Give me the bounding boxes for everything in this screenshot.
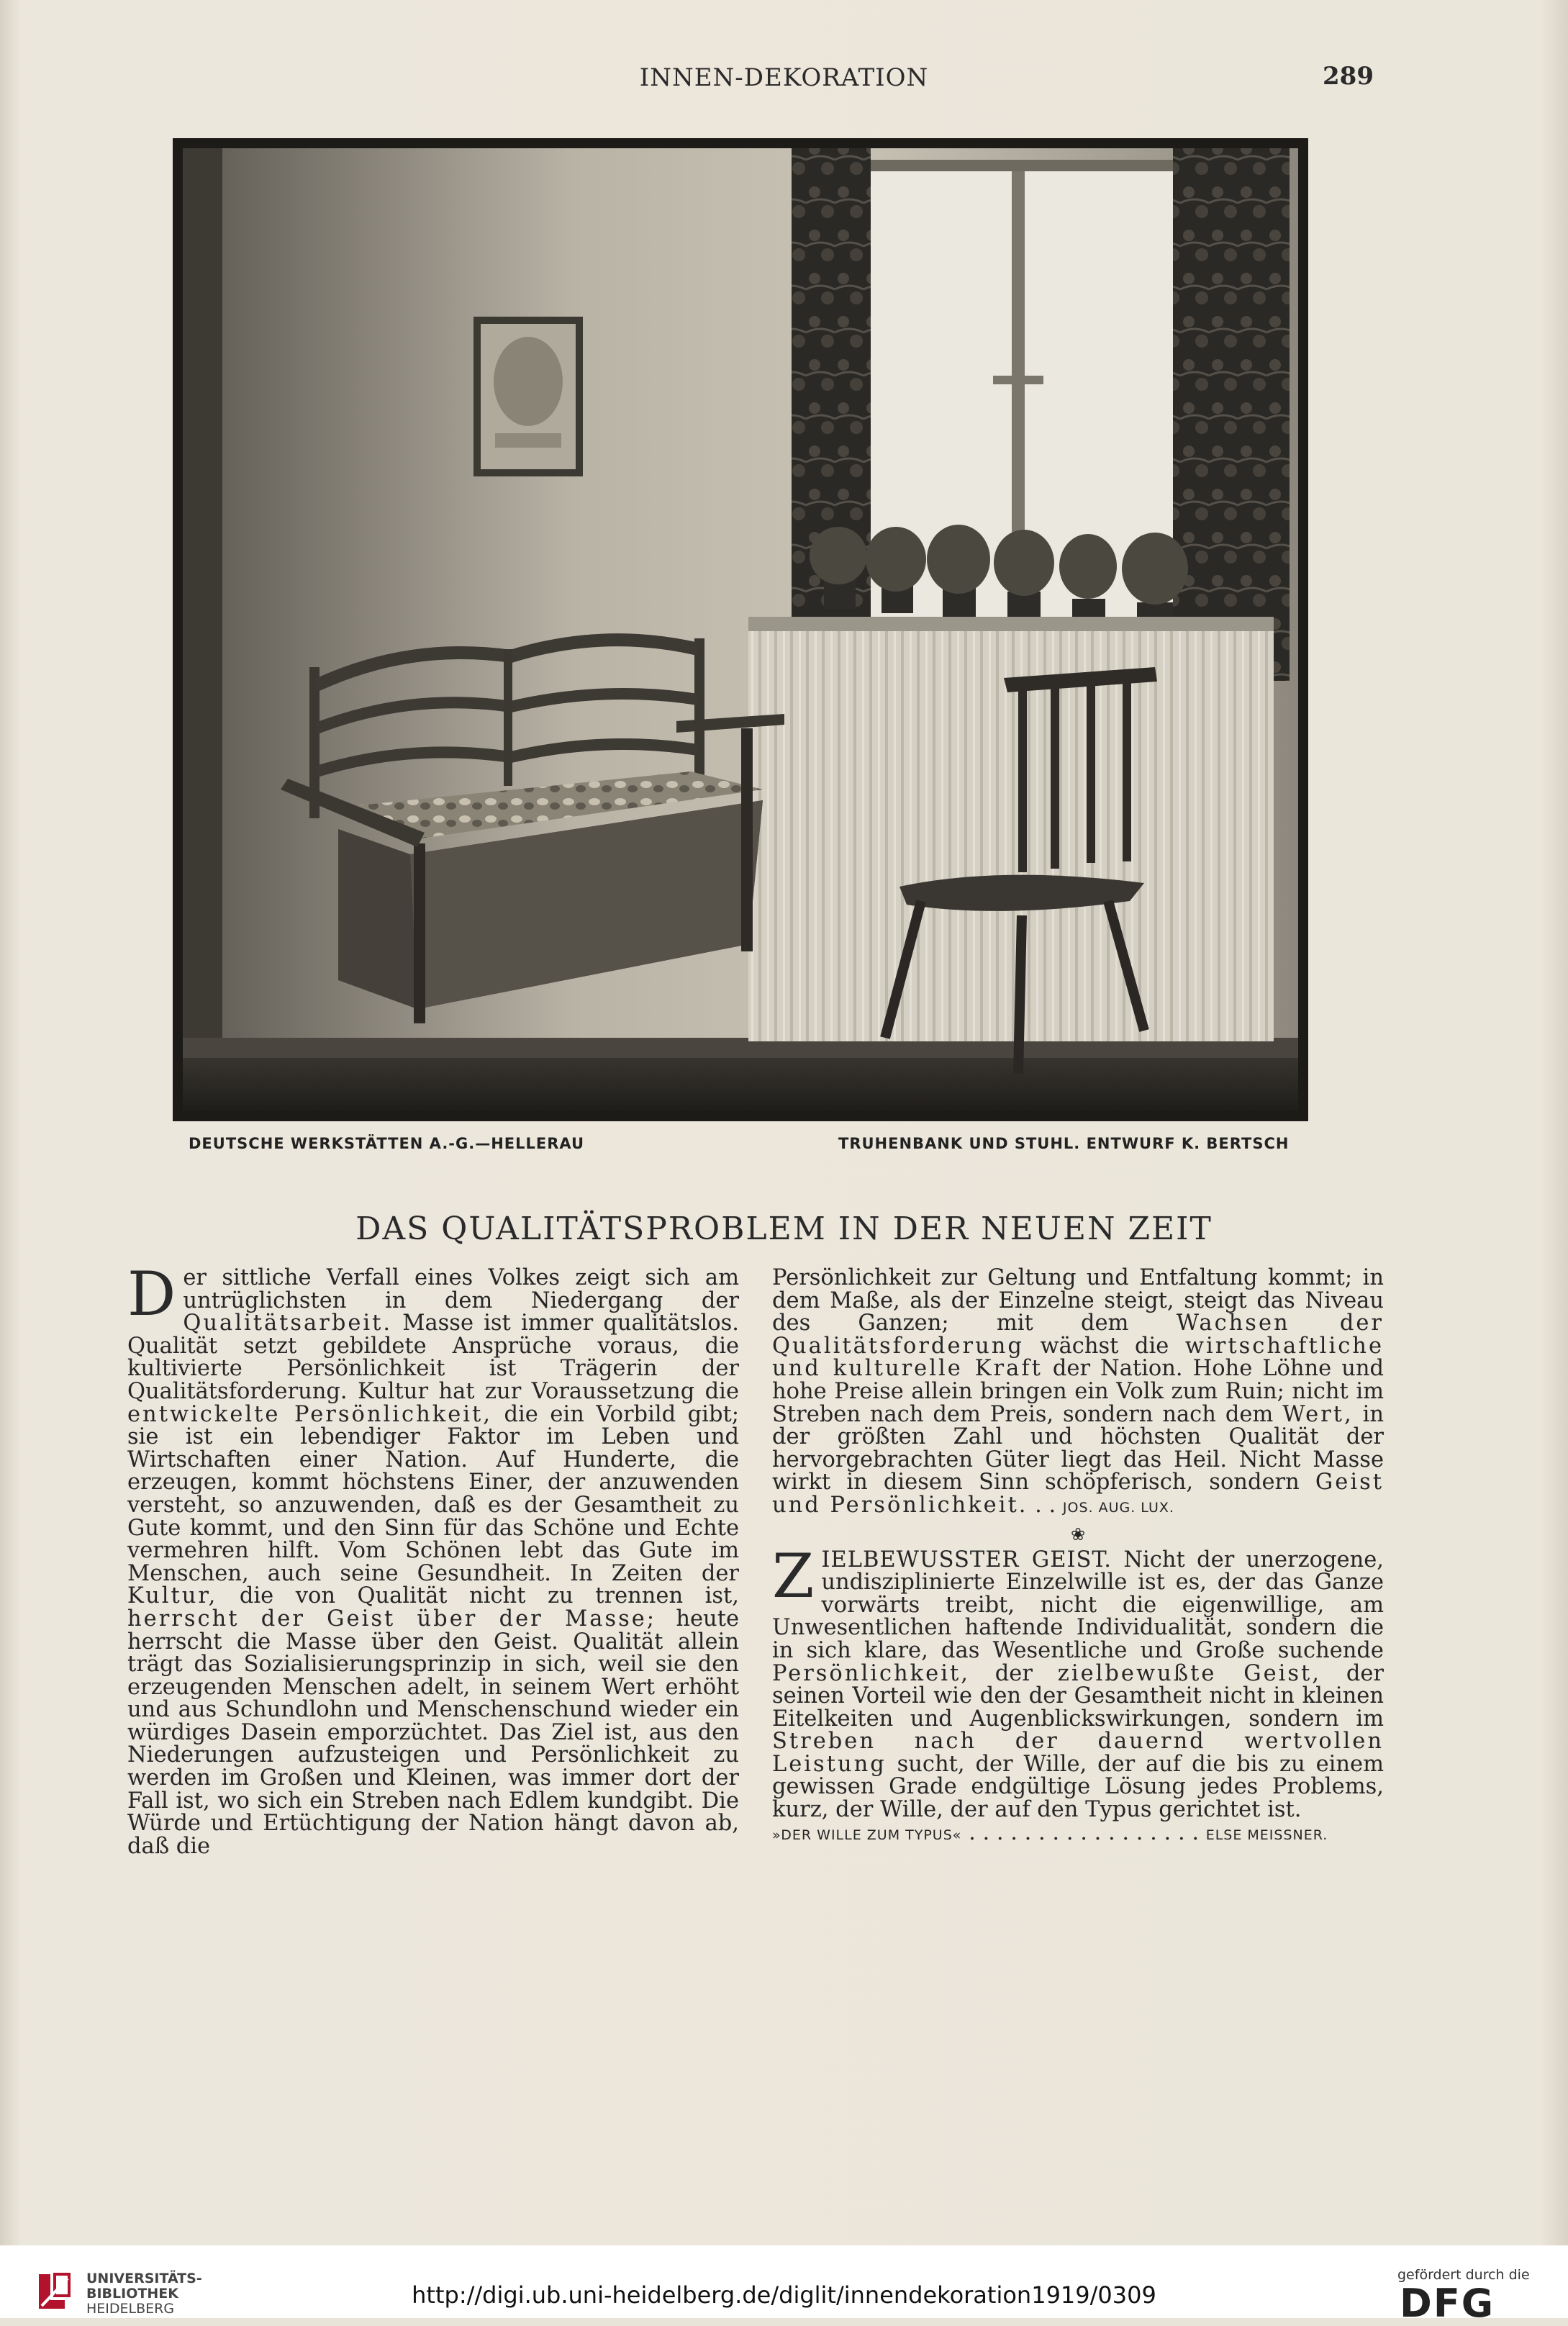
paragraph-zielbewusster-geist [772,1540,1384,1847]
drop-cap: D [127,1259,176,1329]
text-run: er sittliche Verfall eines Volkes zeigt sich am untrüglichsten in dem Niedergang der [183,1265,739,1313]
text-run: die ein Vorbild gibt; sie ist ein lebendiger Faktor im Leben und Wirtschaften einer Nation. Auf Hunderte, die erzeugen, kommt höchstens Einer, der anzuwenden versteht, so anzuwenden, daß es der Gesamtheit zu Gute kommt, und den Sinn für das Schöne und Echte vermehren hilft. Vom Schönen lebt das Gute im Menschen, auch seine Gesundheit. In Zeiten der [127,1401,739,1586]
paragraph-qualitaet [127,1259,739,1859]
text-run: Persönlichkeit zur Geltung und Entfaltung kommt; in dem Maße, als der Einzelne steigt, steigt das Niveau des Ganzen; mit dem [772,1265,1384,1336]
section-heading: IELBEWUSSTER GEIST. [821,1547,1112,1572]
text-run: in der größten Zahl und höchsten Qualität der hervorgebrachten Güter liegt das Heil. Nicht Masse wirkt in diesem Sinn schöpferisch, sondern [772,1401,1385,1495]
text-run: Nicht der unerzogene, undisziplinierte Einzelwille ist es, der das Ganze vorwärts treibt, nicht die eigenwillige, am Unwesentlichen haftende Individualität, sondern die in sich klare, das Wesentliche und Große suchende [772,1547,1384,1663]
emphasis-run: Kultur, [127,1583,218,1609]
right-column [772,1267,1384,1847]
author-signature: ELSE MEISSNER. [1205,1827,1328,1843]
emphasis-run: Geist und Persönlichkeit. [772,1470,1384,1518]
figure-caption-right: TRUHENBANK UND STUHL. ENTWURF K. BERTSCH [838,1135,1290,1152]
emphasis-run: Qualitätsarbeit. [183,1311,393,1336]
text-run: der Nation. Hohe Löhne und hohe Preise allein bringen ein Volk zum Ruin; nicht im Streben nach dem Preis, sondern nach dem [772,1356,1385,1427]
running-title: INNEN-DEKORATION [639,63,929,92]
text-run: . . [1028,1492,1063,1518]
leader-dots: . . . . . . . . . . . . . . . . . [961,1819,1206,1845]
source-title: »DER WILLE ZUM TYPUS« [772,1827,962,1843]
text-run: wächst die [1023,1333,1185,1359]
author-signature: JOS. AUG. LUX. [1062,1499,1174,1516]
text-run: sucht, der Wille, der auf die bis zu einem gewissen Grade endgültige Lösung jedes Problems, kurz, der Wille, der auf den Typus gerichtet ist. [772,1751,1384,1823]
library-name-line: HEIDELBERG [86,2301,175,2317]
paragraph-persoenlichkeit [772,1267,1384,1520]
emphasis-run: herrscht der Geist über der Masse; [127,1606,657,1632]
emphasis-run: Streben nach der dauernd wertvollen Leistung [772,1729,1384,1777]
emphasis-run: Wachsen der Qualitätsforderung [772,1311,1384,1359]
left-column [127,1259,739,1859]
section-ornament: ❀ [1070,1524,1086,1544]
text-run: der seinen Vorteil wie den der Gesamtheit nicht in kleinen Eitelkeiten und Augenblickswirkungen, sondern im [772,1660,1384,1732]
permalink-url[interactable]: http://digi.ub.uni-heidelberg.de/diglit/innendekoration1919/0309 [412,2281,1156,2309]
emphasis-run: Persönlichkeit, [772,1660,970,1686]
emphasis-run: wirtschaftliche und kulturelle Kraft [772,1333,1384,1382]
text-run: Masse ist immer qualitätslos. Qualität setzt gebildete Ansprüche voraus, die kultivierte Persönlichkeit ist Trägerin der Qualitätsforderung. Kultur hat zur Voraussetzung die [127,1311,739,1404]
funding-label: gefördert durch die [1397,2267,1530,2283]
page-number: 289 [1323,62,1374,91]
text-run: der [969,1660,1058,1686]
drop-cap: Z [772,1540,815,1611]
digitization-footer [0,2245,1568,2326]
article-title: DAS QUALITÄTSPROBLEM IN DER NEUEN ZEIT [355,1210,1213,1247]
library-name-line: UNIVERSITÄTS- [86,2271,202,2286]
emphasis-run: zielbewußte Geist, [1057,1660,1321,1686]
library-name-line: BIBLIOTHEK [86,2286,178,2302]
figure-caption-left: DEUTSCHE WERKSTÄTTEN A.-G.—HELLERAU [189,1135,585,1152]
emphasis-run: entwickelte Persönlichkeit, [127,1401,492,1427]
dfg-logo: DFG [1400,2281,1495,2326]
text-run: die von Qualität nicht zu trennen ist, [217,1583,739,1609]
interior-photograph [173,138,1308,1121]
text-run: heute herrscht die Masse über den Geist. Qualität allein trägt das Sozialisierungsprinzip in sich, weil sie den erzeugenden Menschen adelt, in seinem Wert erhöht und aus Schundlohn und Menschenschund wieder ein würdiges Dasein emporzüchtet. Das Ziel ist, aus den Niederungen aufzusteigen und Persönlichkeit zu werden im Großen und Kleinen, was immer dort der Fall ist, wo sich ein Streben nach Edlem kundgibt. Die Würde und Ertüchtigung der Nation hängt davon ab, daß die [127,1606,739,1859]
emphasis-run: Wert, [1282,1401,1354,1427]
